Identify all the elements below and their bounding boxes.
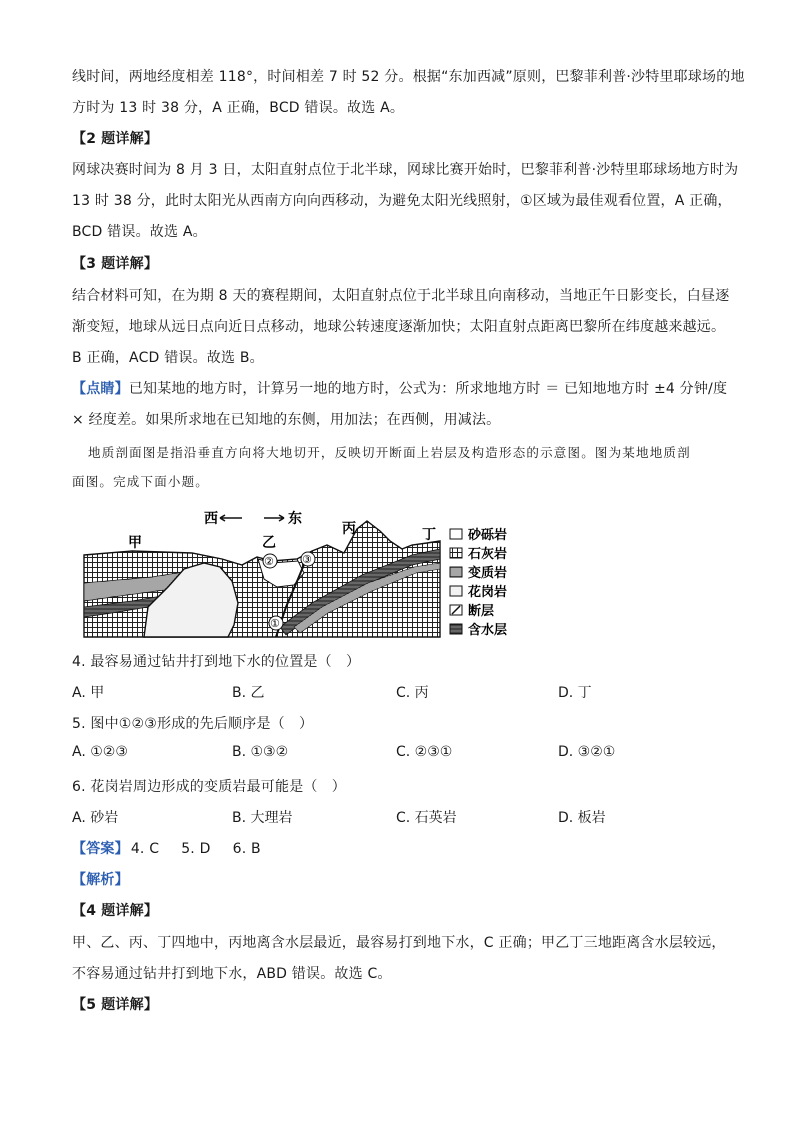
west-label: 西 — [204, 511, 218, 527]
east-arrow-icon — [264, 515, 284, 521]
solution-line: B 正确，ACD 错误。故选 B。 — [72, 350, 264, 366]
geologic-section-figure — [72, 507, 532, 645]
mark-2: ② — [264, 555, 274, 568]
option-c: C. 石英岩 — [396, 810, 457, 826]
answer-item: 4. C — [130, 841, 160, 857]
option-b: B. ①③② — [232, 744, 289, 760]
legend-label: 花岗岩 — [468, 585, 508, 600]
option-c: C. 丙 — [396, 685, 429, 701]
option-d: D. 丁 — [558, 685, 592, 701]
material-text: 面图。完成下面小题。 — [72, 474, 210, 489]
west-arrow-icon — [220, 515, 242, 521]
question-stem: 4. 最容易通过钻井打到地下水的位置是（ ） — [72, 654, 361, 670]
legend-label: 断层 — [468, 604, 495, 619]
legend-label: 石灰岩 — [468, 547, 508, 562]
option-d: D. ③②① — [558, 744, 616, 760]
option-d: D. 板岩 — [558, 810, 606, 826]
solution-line: 甲、乙、丙、丁四地中，丙地离含水层最近，最容易打到地下水，C 正确；甲乙丁三地距离含水层较远， — [72, 935, 726, 951]
solution-line: BCD 错误。故选 A。 — [72, 224, 207, 240]
option-a: A. 甲 — [72, 685, 105, 701]
answer-item: 5. D — [181, 841, 211, 857]
solution-line: 渐变短，地球从远日点向近日点移动，地球公转速度逐渐加快；太阳直射点距离巴黎所在纬度越来越远。 — [72, 319, 726, 335]
analysis-label: 【解析】 — [72, 872, 129, 888]
answer-label: 【答案】 — [72, 841, 129, 857]
legend-label: 变质岩 — [468, 566, 508, 581]
option-b: B. 大理岩 — [232, 810, 293, 826]
solution-line: 线时间，两地经度相差 118°，时间相差 7 时 52 分。根据“东加西减”原则，巴黎菲利普·沙特里耶球场的地 — [72, 69, 745, 85]
legend-label: 含水层 — [468, 623, 508, 638]
place-bing: 丙 — [342, 521, 356, 537]
answer-item: 6. B — [232, 841, 261, 857]
tip-line: × 经度差。如果所求地在已知地的东侧，用加法；在西侧，用减法。 — [72, 412, 501, 428]
east-label: 东 — [288, 511, 302, 527]
mark-3: ③ — [302, 553, 312, 566]
solution-line: 13 时 38 分，此时太阳光从西南方向向西移动，为避免太阳光线照射，①区域为最佳观看位置，A 正确， — [72, 193, 732, 209]
place-jia: 甲 — [128, 535, 142, 551]
legend-label: 砂砾岩 — [468, 528, 508, 543]
section-heading: 【5 题详解】 — [72, 997, 159, 1013]
option-a: A. ①②③ — [72, 744, 128, 760]
legend — [450, 527, 507, 638]
solution-line: 结合材料可知，在为期 8 天的赛程期间，太阳直射点位于北半球且向南移动，当地正午日影变长，白昼逐 — [72, 288, 730, 304]
question-stem: 6. 花岗岩周边形成的变质岩最可能是（ ） — [72, 779, 347, 795]
material-text: 地质剖面图是指沿垂直方向将大地切开，反映切开断面上岩层及构造形态的示意图。图为某地地质剖 — [88, 445, 691, 460]
mark-1: ① — [270, 617, 280, 630]
tip-line: 【点睛】已知某地的地方时，计算另一地的地方时，公式为：所求地地方时 ＝ 已知地地方时 ±4 分钟/度 — [72, 381, 728, 397]
solution-line: 网球决赛时间为 8 月 3 日，太阳直射点位于北半球，网球比赛开始时，巴黎菲利普·沙特里耶球场地方时为 — [72, 162, 739, 178]
solution-line: 不容易通过钻井打到地下水，ABD 错误。故选 C。 — [72, 966, 392, 982]
section-heading: 【4 题详解】 — [72, 903, 159, 919]
option-a: A. 砂岩 — [72, 810, 119, 826]
section-heading: 【3 题详解】 — [72, 256, 159, 272]
solution-line: 方时为 13 时 38 分，A 正确，BCD 错误。故选 A。 — [72, 100, 405, 116]
option-c: C. ②③① — [396, 744, 453, 760]
option-b: B. 乙 — [232, 685, 265, 701]
question-stem: 5. 图中①②③形成的先后顺序是（ ） — [72, 716, 314, 732]
place-yi: 乙 — [262, 535, 276, 551]
section-heading: 【2 题详解】 — [72, 131, 159, 147]
tip-label: 【点睛】 — [72, 381, 129, 397]
answer-line — [72, 838, 283, 858]
place-ding: 丁 — [422, 527, 436, 543]
